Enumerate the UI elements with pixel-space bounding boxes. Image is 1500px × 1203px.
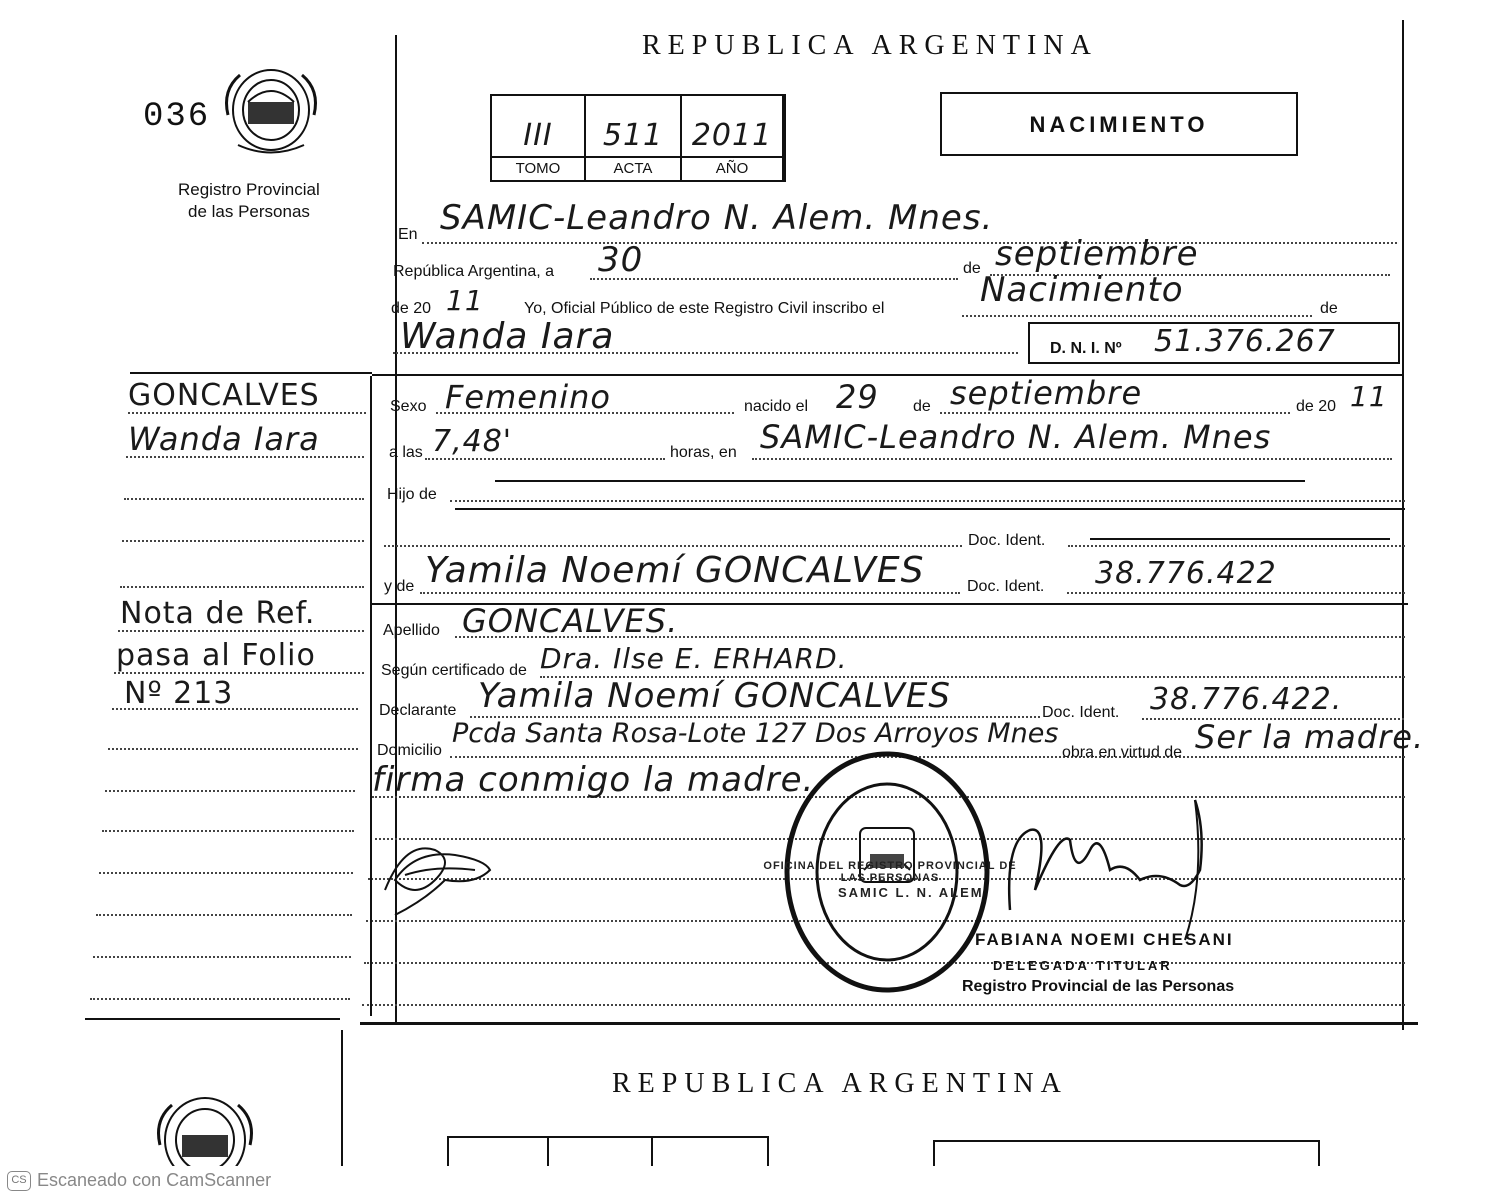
margin-dots-1	[128, 412, 366, 414]
margin-note-line3: Nº 213	[124, 676, 234, 711]
dni-label: D. N. I. Nº	[1050, 340, 1122, 357]
dni-value: 51.376.267	[1154, 324, 1336, 359]
day-value: 30	[598, 240, 644, 280]
next-page-country-title: REPUBLICA ARGENTINA	[612, 1068, 1068, 1099]
mother-doc: 38.776.422	[1095, 556, 1277, 591]
official-registry: Registro Provincial de las Personas	[962, 978, 1235, 995]
year-prefix-2: de 20	[1296, 398, 1337, 415]
month-value: septiembre	[995, 234, 1199, 274]
declarante-doc: 38.776.422.	[1150, 682, 1343, 717]
apellido-value: GONCALVES.	[462, 602, 679, 640]
scanner-watermark-text: Escaneado con CamScanner	[37, 1170, 272, 1190]
margin-dots-2	[126, 456, 364, 458]
margin-dots-10	[105, 790, 355, 792]
mother-signature-icon	[375, 820, 505, 920]
form-bottom-rule	[360, 1022, 1418, 1025]
father-doc-strike	[1090, 538, 1390, 540]
yde-label: y de	[384, 578, 415, 595]
doc-ident-label-3: Doc. Ident.	[1042, 704, 1120, 721]
section-rule-1	[372, 374, 1404, 376]
en-label: En	[398, 226, 418, 243]
acta-cell	[586, 96, 682, 180]
doc-ident-label-1: Doc. Ident.	[968, 532, 1046, 549]
margin-top-rule	[130, 372, 372, 374]
scanner-badge	[7, 1171, 31, 1191]
birth-year-suffix: 11	[1350, 380, 1388, 413]
birth-month: septiembre	[950, 374, 1143, 412]
margin-dots-8	[112, 708, 358, 710]
act-type: NACIMIENTO	[1029, 112, 1209, 137]
margin-dots-13	[96, 914, 352, 916]
en-dots	[422, 242, 1397, 244]
hijo-label: Hijo de	[387, 486, 437, 503]
margin-dots-9	[108, 748, 358, 750]
hijo-strike-2	[455, 508, 1405, 510]
official-name: FABIANA NOEMI CHESANI	[975, 930, 1234, 949]
hijo-dots	[450, 500, 1405, 502]
year-prefix: de 20	[391, 300, 432, 317]
next-page-seal-icon	[150, 1085, 260, 1175]
official-signature-icon	[990, 790, 1220, 950]
country-title: REPUBLICA ARGENTINA	[642, 30, 1098, 61]
mother-dots	[420, 592, 960, 594]
obra-value: Ser la madre.	[1195, 718, 1425, 756]
sexo-label: Sexo	[390, 398, 427, 415]
nacido-label: nacido el	[744, 398, 809, 415]
bottom-left-rule	[85, 1018, 340, 1020]
doc-ident-label-2: Doc. Ident.	[967, 578, 1045, 595]
registry-name-line2: de las Personas	[188, 202, 310, 221]
margin-dots-3	[124, 498, 364, 500]
margin-column-rule	[370, 376, 372, 1016]
de-label-2: de	[1320, 300, 1338, 317]
margin-dots-15	[90, 998, 350, 1000]
obra-label: obra en virtud de	[1062, 744, 1183, 761]
margin-dots-11	[102, 830, 354, 832]
margin-surname: GONCALVES	[128, 378, 320, 413]
republica-label: República Argentina, a	[393, 263, 554, 280]
act-type-box	[940, 92, 1298, 156]
margin-given-names: Wanda Iara	[128, 420, 320, 458]
official-title: DELEGADA TITULAR	[993, 958, 1173, 973]
inscribe-dots	[962, 315, 1312, 317]
hour-value: 7,48'	[432, 424, 513, 459]
de-label-3: de	[913, 398, 931, 415]
domicilio-value: Pcda Santa Rosa-Lote 127 Dos Arroyos Mnes	[452, 718, 1059, 749]
provincial-seal-icon	[218, 60, 324, 160]
margin-dots-4	[122, 540, 364, 542]
reference-box	[490, 94, 786, 182]
place-value: SAMIC-Leandro N. Alem. Mnes	[760, 418, 1272, 456]
segun-label: Según certificado de	[381, 662, 527, 679]
margin-dots-7	[114, 672, 364, 674]
mother-doc-dots	[1067, 592, 1405, 594]
tomo-value: III	[523, 118, 553, 153]
margin-note-line2: pasa al Folio	[116, 638, 316, 673]
margin-dots-5	[120, 586, 364, 588]
registry-name-line1: Registro Provincial	[178, 180, 320, 199]
next-page-left-rule	[341, 1030, 343, 1170]
day-dots	[590, 278, 958, 280]
stamp-ring-text: OFICINA DEL REGISTRO PROVINCIAL DE LAS PERSONAS	[763, 860, 1017, 884]
sexo-value: Femenino	[445, 378, 611, 416]
declarante-value: Yamila Noemí GONCALVES	[478, 676, 951, 716]
acta-label: ACTA	[613, 160, 653, 177]
scanner-badge-text: CS	[11, 1174, 27, 1186]
stamp-inner-text: SAMIC L. N. ALEM	[838, 885, 984, 900]
blank-line-5	[362, 1004, 1405, 1006]
de-label: de	[963, 260, 981, 277]
certificado-value: Dra. Ilse E. ERHARD.	[540, 642, 848, 675]
acta-value: 511	[602, 118, 664, 153]
en-value: SAMIC-Leandro N. Alem. Mnes.	[440, 198, 994, 238]
anio-label: AÑO	[715, 160, 749, 177]
birth-month-dots	[940, 412, 1290, 414]
hijo-strike	[495, 480, 1305, 482]
margin-dots-6	[118, 630, 364, 632]
dni-box	[1028, 322, 1400, 364]
domicilio-label: Domicilio	[377, 742, 442, 759]
page-number: 036	[143, 98, 211, 136]
anio-value: 2011	[691, 118, 773, 153]
inscribe-value: Nacimiento	[980, 270, 1184, 310]
year-suffix: 11	[446, 284, 484, 317]
tomo-label: TOMO	[515, 160, 561, 177]
father-dots	[384, 545, 962, 547]
margin-note-line1: Nota de Ref.	[120, 596, 316, 631]
yo-text: Yo, Oficial Público de este Registro Civil inscribo el	[524, 300, 885, 317]
child-name: Wanda Iara	[400, 316, 615, 357]
mother-value: Yamila Noemí GONCALVES	[425, 550, 925, 591]
alas-label: a las	[389, 444, 423, 461]
place-dots	[752, 458, 1392, 460]
horas-label: horas, en	[670, 444, 737, 461]
anio-cell	[682, 96, 784, 180]
tomo-cell	[492, 96, 586, 180]
apellido-label: Apellido	[383, 622, 440, 639]
father-doc-dots	[1068, 545, 1405, 547]
margin-dots-12	[99, 872, 353, 874]
declarante-label: Declarante	[379, 702, 457, 719]
margin-dots-14	[93, 956, 351, 958]
birth-day: 29	[836, 378, 879, 416]
firma-value: firma conmigo la madre.	[372, 760, 815, 800]
reference-box-divider	[492, 156, 784, 158]
